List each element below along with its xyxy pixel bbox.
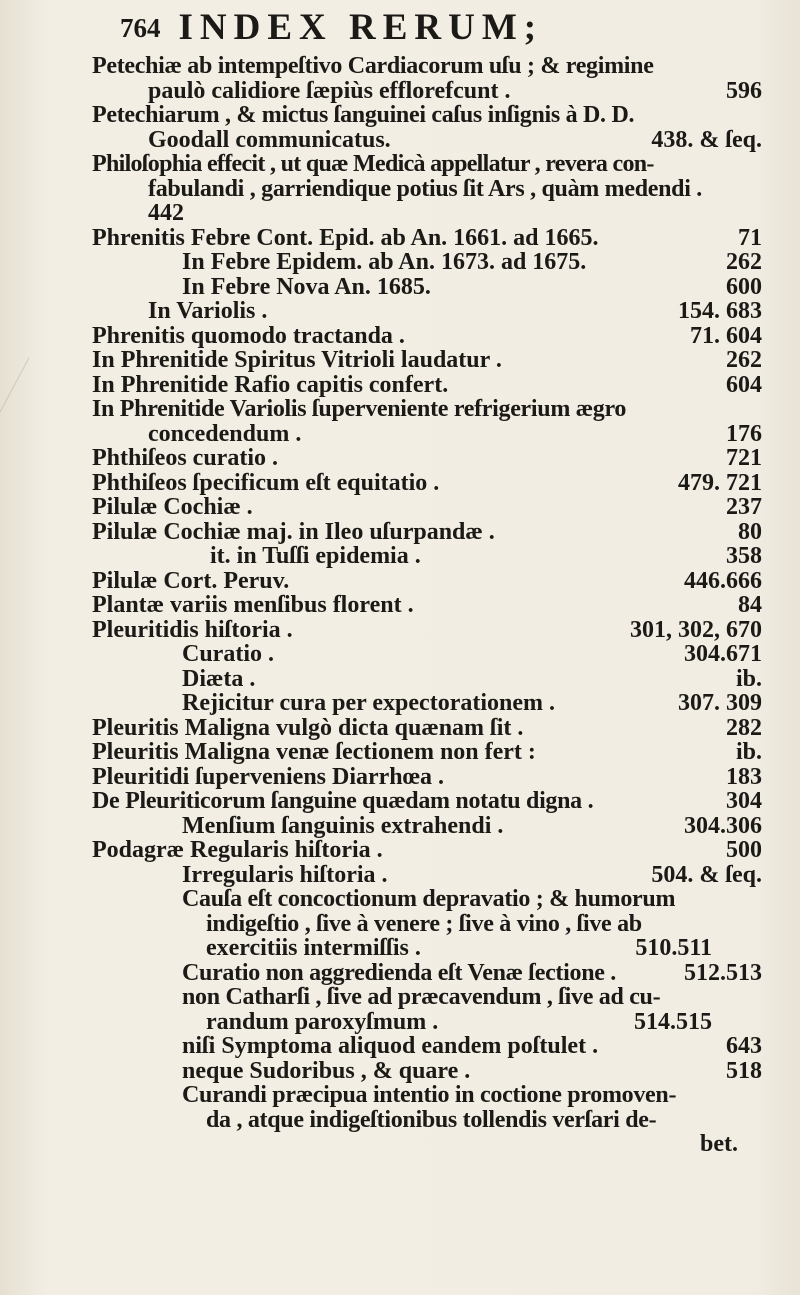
index-line xyxy=(0,691,800,716)
entry-text: In Variolis . xyxy=(148,298,268,324)
entry-text: Phrenitis quomodo tractanda . xyxy=(92,322,405,349)
entry-text: Petechiæ ab intempeſtivo Cardiacorum uſu ; & regimine xyxy=(92,53,654,79)
entry-text: Philoſophia effecit , ut quæ Medicà appellatur , revera con- xyxy=(92,151,654,177)
entry-text: randum paroxyſmum . xyxy=(206,1008,439,1035)
entry-ref: 500 xyxy=(726,837,762,863)
index-line xyxy=(0,838,800,863)
entry-ref: 304.306 xyxy=(684,812,762,839)
entry-ref: 600 xyxy=(726,273,762,300)
entry-ref: 514.515 xyxy=(634,1008,712,1035)
entry-ref: 518 xyxy=(726,1057,762,1084)
entry-ref: 604 xyxy=(726,371,762,398)
index-line xyxy=(0,397,800,422)
page-number: 764 xyxy=(120,13,161,43)
entry-ref: 237 xyxy=(726,494,762,520)
entry-text: Pleuritis Maligna venæ ſectionem non fert : xyxy=(92,739,536,765)
entry-text: In Phrenitide Spiritus Vitrioli laudatur . xyxy=(92,347,502,373)
entry-text: indigeſtio , ſive à venere ; ſive à vino , ſive ab xyxy=(206,910,642,937)
index-line xyxy=(0,1010,800,1035)
entry-ref: 176 xyxy=(726,420,762,447)
entry-text: Phthiſeos curatio . xyxy=(92,445,278,471)
index-line xyxy=(0,446,800,471)
index-line xyxy=(0,961,800,986)
entry-ref: 183 xyxy=(726,763,762,790)
entry-ref: ib. xyxy=(735,665,762,692)
index-line xyxy=(0,250,800,275)
index-line xyxy=(0,740,800,765)
index-line xyxy=(0,471,800,496)
index-entries xyxy=(0,54,800,1157)
entry-text: Phrenitis Febre Cont. Epid. ab An. 1661. ad 1665. xyxy=(92,224,599,251)
entry-text: In Phrenitide Rafio capitis confert. xyxy=(92,371,449,398)
index-line xyxy=(0,1132,800,1157)
index-line xyxy=(0,348,800,373)
index-line xyxy=(0,1059,800,1084)
entry-text: Curandi præcipua intentio in coctione promoven- xyxy=(182,1082,677,1108)
index-line xyxy=(0,422,800,447)
entry-ref: 262 xyxy=(726,347,762,373)
entry-text: Plantæ variis menſibus florent . xyxy=(92,592,414,618)
index-line xyxy=(0,618,800,643)
entry-text: Cauſa eſt concoctionum depravatio ; & humorum xyxy=(182,886,676,912)
index-line xyxy=(0,495,800,520)
entry-ref: 504. & ſeq. xyxy=(651,861,762,888)
entry-ref: 282 xyxy=(726,714,762,741)
index-line xyxy=(0,226,800,251)
entry-text: Curatio non aggredienda eſt Venæ ſectione . xyxy=(182,959,616,986)
running-title: INDEX RERUM; xyxy=(178,7,544,48)
entry-text: concedendum . xyxy=(148,420,302,447)
entry-text: fabulandi , garriendique potius ſit Ars , quàm medendi . xyxy=(148,175,702,202)
entry-text: 442 xyxy=(148,200,184,226)
index-line xyxy=(0,79,800,104)
index-line xyxy=(0,1034,800,1059)
entry-ref: 643 xyxy=(726,1033,762,1059)
entry-ref: 304.671 xyxy=(684,641,762,667)
entry-text: Podagræ Regularis hiſtoria . xyxy=(92,837,383,863)
index-line xyxy=(0,1108,800,1133)
entry-text: In Febre Nova An. 1685. xyxy=(182,273,431,300)
entry-text: Pilulæ Cochiæ maj. in Ileo uſurpandæ . xyxy=(92,518,495,545)
index-line xyxy=(0,789,800,814)
index-line xyxy=(0,593,800,618)
entry-ref: 479. 721 xyxy=(678,469,762,496)
entry-ref: 438. & ſeq. xyxy=(651,126,762,153)
index-line xyxy=(0,1083,800,1108)
index-line xyxy=(0,642,800,667)
entry-ref: 80 xyxy=(738,518,762,545)
page-header xyxy=(120,6,760,54)
index-line xyxy=(0,667,800,692)
index-line xyxy=(0,373,800,398)
entry-text: neque Sudoribus , & quare . xyxy=(182,1057,471,1084)
entry-ref: 446.666 xyxy=(684,567,762,594)
index-line xyxy=(0,936,800,961)
index-line xyxy=(0,544,800,569)
entry-text: Phthiſeos ſpecificum eſt equitatio . xyxy=(92,469,440,496)
entry-text: Pilulæ Cochiæ . xyxy=(92,494,253,520)
index-line xyxy=(0,103,800,128)
index-line xyxy=(0,814,800,839)
entry-text: Pilulæ Cort. Peruv. xyxy=(92,567,290,594)
index-line xyxy=(0,299,800,324)
entry-text: Pleuritidi ſuperveniens Diarrhœa . xyxy=(92,763,444,790)
entry-ref: 71 xyxy=(738,224,762,251)
entry-ref: 301, 302, 670 xyxy=(630,616,762,643)
entry-text: niſi Symptoma aliquod eandem poſtulet . xyxy=(182,1033,599,1059)
index-line xyxy=(0,177,800,202)
entry-ref: 307. 309 xyxy=(678,690,762,716)
entry-ref: 510.511 xyxy=(635,935,712,961)
index-line xyxy=(0,863,800,888)
entry-text: In Phrenitide Variolis ſupervenientе refrigerium ægro xyxy=(92,396,627,422)
index-line xyxy=(0,985,800,1010)
index-line xyxy=(0,128,800,153)
entry-text: Irregularis hiſtoria . xyxy=(182,861,388,888)
index-line xyxy=(0,201,800,226)
entry-text: Petechiarum , & mictus ſanguinei caſus inſignis à D. D. xyxy=(92,102,635,128)
entry-text: bet. xyxy=(700,1131,738,1157)
entry-text: exercitiis intermiſſis . xyxy=(206,935,421,961)
entry-text: Menſium ſanguinis extrahendi . xyxy=(182,812,504,839)
index-line xyxy=(0,275,800,300)
entry-text: non Catharſi , ſive ad præcavendum , ſive ad cu- xyxy=(182,984,661,1010)
entry-text: Pleuritis Maligna vulgò dicta quænam ſit . xyxy=(92,714,524,741)
entry-text: In Febre Epidem. ab An. 1673. ad 1675. xyxy=(182,249,587,275)
entry-ref: 262 xyxy=(726,249,762,275)
entry-text: paulò calidiore ſæpiùs efflorefcunt . xyxy=(148,77,511,104)
index-line xyxy=(0,520,800,545)
index-line xyxy=(0,569,800,594)
entry-ref: 154. 683 xyxy=(678,298,762,324)
entry-text: Diæta . xyxy=(182,665,256,692)
index-line xyxy=(0,912,800,937)
index-line xyxy=(0,54,800,79)
entry-ref: ib. xyxy=(735,739,762,765)
entry-text: da , atque indigeſtionibus tollendis verſari de- xyxy=(206,1106,657,1133)
index-line xyxy=(0,887,800,912)
entry-text: Goodall communicatus. xyxy=(148,126,391,153)
index-line xyxy=(0,324,800,349)
entry-text: Pleuritidis hiſtoria . xyxy=(92,616,293,643)
entry-ref: 512.513 xyxy=(684,959,762,986)
entry-text: it. in Tuſſi epidemia . xyxy=(210,543,421,569)
index-line xyxy=(0,152,800,177)
entry-text: Curatio . xyxy=(182,641,274,667)
entry-text: De Pleuriticorum ſanguine quædam notatu digna . xyxy=(92,788,594,814)
entry-ref: 71. 604 xyxy=(690,322,762,349)
index-line xyxy=(0,765,800,790)
entry-ref: 304 xyxy=(726,788,762,814)
entry-ref: 721 xyxy=(726,445,762,471)
entry-ref: 84 xyxy=(738,592,762,618)
entry-text: Rejicitur cura per expectorationem . xyxy=(182,690,555,716)
entry-ref: 596 xyxy=(726,77,762,104)
index-line xyxy=(0,716,800,741)
entry-ref: 358 xyxy=(726,543,762,569)
